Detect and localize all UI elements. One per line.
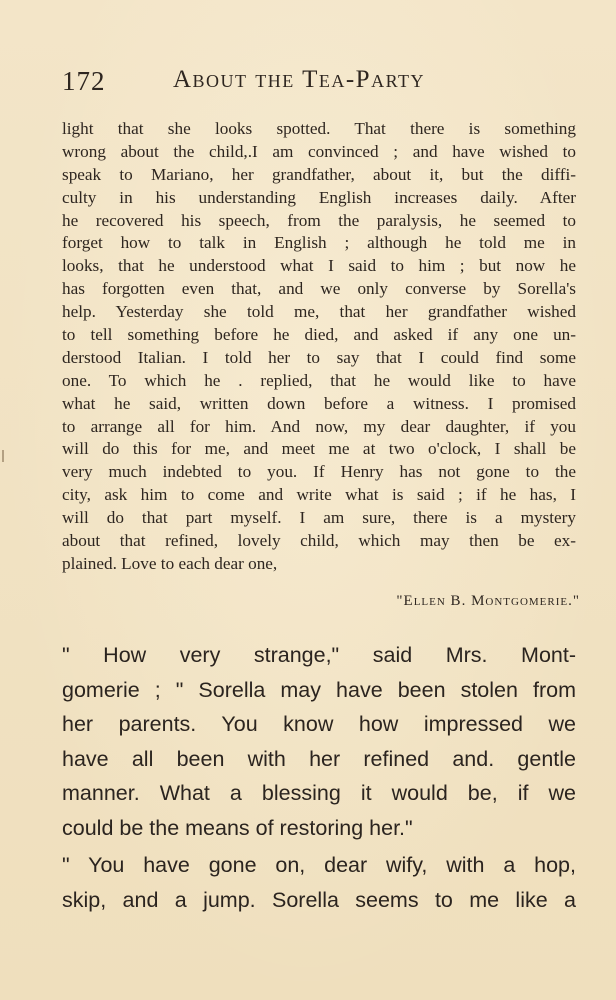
page-header [62,66,576,106]
letter-line: he recovered his speech, from the paralysis, he seemed to [62,210,576,230]
letter-line: speak to Mariano, her grandfather, about it, but the diffi- [62,164,576,184]
narrative-text [62,638,576,917]
narrative-line: manner. What a blessing it would be, if we [62,781,576,805]
narrative-line: " You have gone on, dear wify, with a hop, [62,853,576,877]
letter-line: looks, that he understood what I said to him ; but now he [62,256,576,276]
letter-line: will do this for me, and meet me at two o'clock, I shall be [62,439,576,459]
letter-line: very much indebted to you. If Henry has not gone to the [62,462,576,482]
letter-line: to arrange all for him. And now, my dear daughter, if you [62,416,576,436]
letter-line: derstood Italian. I told her to say that I could find some [62,347,576,367]
letter-line: light that she looks spotted. That there is something [62,119,576,138]
letter-line: wrong about the child,.I am convinced ; and have wished to [62,141,576,161]
letter-signature: "Ellen B. Montgomerie." [396,593,580,609]
page-number: 172 [62,66,106,96]
narrative-line: " How very strange," said Mrs. Mont- [62,643,576,667]
letter-line: will do that part myself. I am sure, there is a mystery [62,508,576,528]
letter-line: forget how to talk in English ; although he told me in [62,233,576,253]
running-head: About the Tea-Party [173,66,426,93]
letter-line: about that refined, lovely child, which may then be ex- [62,531,576,551]
letter-line: what he said, written down before a witness. I promised [62,393,576,413]
narrative-line: her parents. You know how impressed we [62,712,576,736]
letter-line: plained. Love to each dear one, [62,553,278,573]
letter-line: city, ask him to come and write what is said ; if he has, I [62,485,576,505]
letter-text [62,118,576,576]
letter-line: to tell something before he died, and asked if any one un- [62,325,576,345]
page-speck [2,450,4,462]
letter-line: has forgotten even that, and we only converse by Sorella's [62,279,576,299]
letter-line: one. To which he . replied, that he would like to have [62,370,576,390]
narrative-line: gomerie ; " Sorella may have been stolen from [62,677,576,702]
narrative-line: could be the means of restoring her." [62,815,413,840]
narrative-line: have all been with her refined and. gentle [62,746,576,771]
narrative-line: skip, and a jump. Sorella seems to me like a [62,887,576,912]
letter-line: culty in his understanding English increases daily. After [62,187,576,207]
letter-line: help. Yesterday she told me, that her grandfather wished [62,302,576,322]
